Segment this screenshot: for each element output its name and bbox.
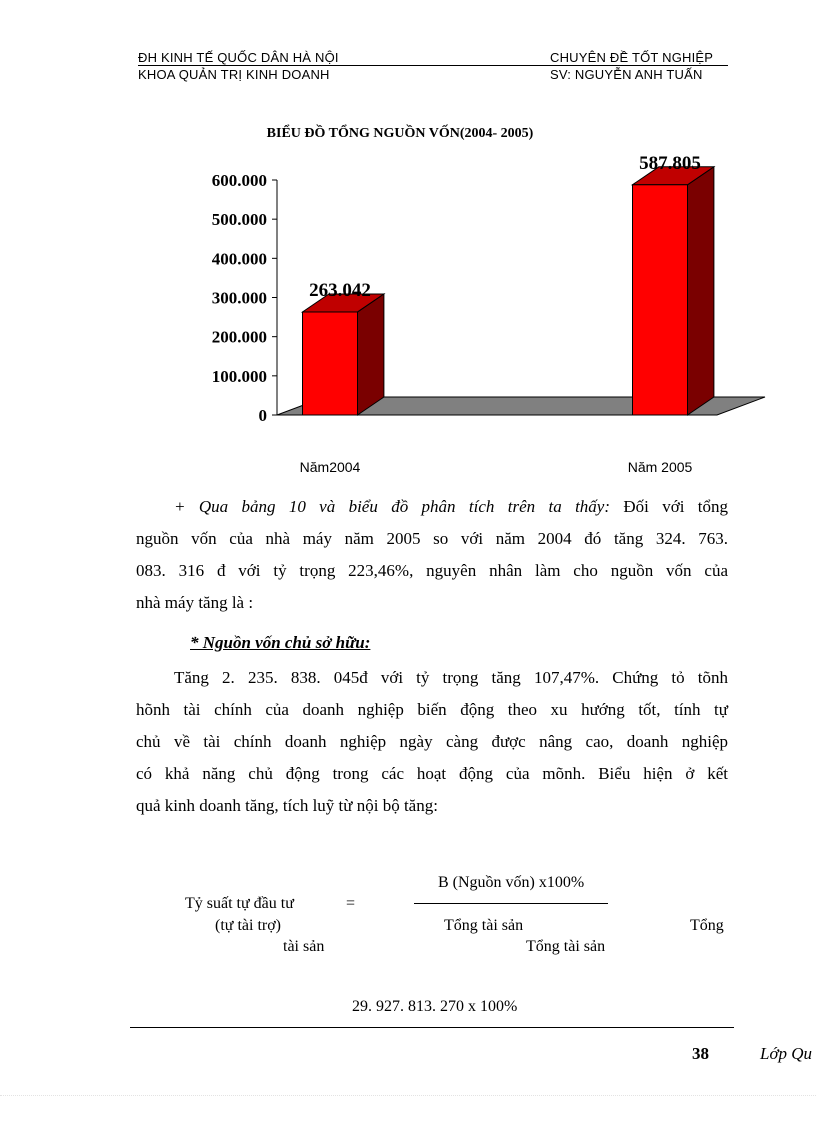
- paragraph-1-line-1: [136, 491, 728, 523]
- header-university: ĐH KINH TẾ QUỐC DÂN HÀ NỘI: [138, 50, 339, 65]
- formula-lhs: Tỷ suất tự đầu tư: [185, 895, 294, 912]
- footer-class-name: Lớp Qu: [760, 1044, 813, 1063]
- formula-numerator: B (Nguồn vốn) x100%: [438, 874, 585, 891]
- paragraph-1-text: Đối với tổng: [623, 497, 729, 516]
- paragraph-2-line-3: chủ về tài chính doanh nghiệp ngày càng được nâng cao, doanh nghiệp: [136, 732, 728, 751]
- header-student: SV: NGUYỄN ANH TUẤN: [550, 67, 703, 82]
- paragraph-1-line-4: nhà máy tăng là :: [136, 593, 254, 612]
- header-thesis: CHUYÊN ĐỀ TỐT NGHIỆP: [550, 50, 714, 65]
- section-title: * Nguồn vốn chủ sở hữu:: [190, 633, 371, 652]
- bar-1: [303, 294, 384, 415]
- y-tick-label: 200.000: [211, 327, 267, 347]
- y-tick-label: 400.000: [211, 249, 267, 269]
- formula-tai-san: tài sản: [283, 938, 325, 955]
- header-faculty: KHOA QUẢN TRỊ KINH DOANH: [138, 67, 330, 82]
- category-label: Năm 2005: [627, 459, 693, 475]
- y-tick-label: 300.000: [211, 288, 267, 308]
- bar-front: [633, 185, 688, 415]
- data-label: 587.805: [639, 152, 701, 174]
- fraction-bar: [414, 903, 608, 904]
- formula-lhs-sub: (tự tài trợ): [215, 917, 281, 934]
- bar-side: [688, 167, 714, 415]
- chart-title: BIỂU ĐỒ TỔNG NGUỒN VỐN(2004- 2005): [266, 126, 534, 141]
- y-tick-label: 500.000: [211, 210, 267, 230]
- data-label: 263.042: [309, 279, 371, 301]
- formula-denominator-2: Tổng tài sản: [526, 938, 606, 955]
- paragraph-1-intro: + Qua bảng 10 và biểu đồ phân tích trên ta thấy:: [174, 497, 610, 516]
- footer-rule: [130, 1027, 734, 1028]
- y-tick-label: 0: [258, 406, 267, 425]
- paragraph-1-line-3: 083. 316 đ với tỷ trọng 223,46%, nguyên nhân làm cho nguồn vốn của: [136, 561, 728, 580]
- formula-denominator: Tổng tài sản: [444, 917, 524, 934]
- page-bottom-border: [0, 1095, 816, 1096]
- paragraph-1-line-2: nguồn vốn của nhà máy năm 2005 so với năm 2004 đó tăng 324. 763.: [136, 529, 728, 548]
- y-tick-label: 600.000: [211, 171, 267, 190]
- paragraph-2-line-1: Tăng 2. 235. 838. 045đ với tỷ trọng tăng 107,47%. Chứng tỏ tõnh: [174, 668, 728, 687]
- page-number: 38: [692, 1044, 709, 1063]
- bar-2: [633, 167, 714, 415]
- paragraph-2-line-5: quả kinh doanh tăng, tích luỹ từ nội bộ tăng:: [136, 796, 438, 815]
- y-tick-label: 100.000: [211, 366, 267, 386]
- bar-front: [303, 312, 358, 415]
- category-label: Năm2004: [299, 459, 361, 475]
- bar-side: [358, 294, 384, 415]
- paragraph-2-line-2: hõnh tài chính của doanh nghiệp biến động theo xu hướng tốt, tính tự: [136, 700, 728, 719]
- bar-chart: [160, 115, 760, 490]
- paragraph-2-line-4: có khả năng chủ động trong các hoạt động của mõnh. Biểu hiện ở kết: [136, 764, 728, 783]
- header-rule: [138, 65, 728, 66]
- formula-value-line: 29. 927. 813. 270 x 100%: [352, 998, 518, 1015]
- formula-equals: =: [346, 895, 356, 912]
- formula-tong: Tổng: [690, 917, 724, 934]
